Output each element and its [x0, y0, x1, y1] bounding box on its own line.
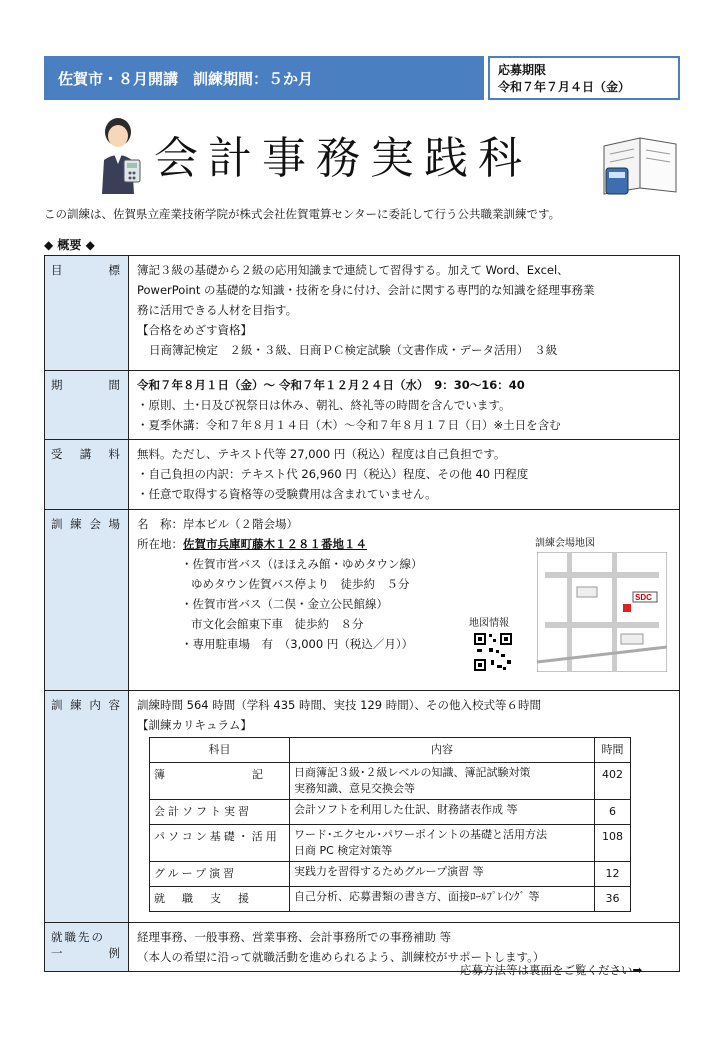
curriculum-content: 日商簿記３級･２級レベルの知識、簿記試験対策 実務知識、意見交換会等	[290, 763, 595, 800]
goal-label-char: 目	[51, 263, 65, 277]
venue-content	[129, 510, 680, 691]
qualification-heading: 【合格をめざす資格】	[137, 323, 252, 337]
course-info-text: 佐賀市・８月開講 訓練期間：５か月	[58, 69, 314, 88]
curriculum-subject: 就 職 支 援	[150, 887, 290, 912]
map-mark: SDC	[635, 593, 652, 602]
parking-info: ・専用駐車場 有 （3,000 円（税込／月））	[181, 637, 414, 651]
goal-label	[45, 256, 129, 371]
curriculum-hours: 36	[595, 887, 631, 912]
content-content	[129, 691, 680, 923]
deadline-box	[488, 56, 680, 100]
goal-line: PowerPoint の基礎的な知識・技術を身に付け、会計に関する専門的な知識を経理事務業	[137, 283, 595, 297]
venue-label-char: 練	[70, 517, 84, 531]
qr-code-icon[interactable]	[473, 632, 513, 672]
fee-line: 無料。ただし、テキスト代等 27,000 円（税込）程度は自己負担です。	[137, 447, 506, 461]
overview-heading: ◆ 概要 ◆	[44, 238, 95, 252]
goal-line: 簿記３級の基礎から２級の応用知識まで連続して習得する。加えて Word、Excel、	[137, 263, 569, 277]
curriculum-heading: 【訓練カリキュラム】	[137, 718, 252, 732]
venue-label-char: 会	[89, 517, 103, 531]
period-dates: 令和７年８月１日（金）～ 令和７年１２月２４日（水） 9：30～16：40	[137, 378, 525, 392]
qualification-text: 日商簿記検定 ２級・３級、日商ＰＣ検定試験（文書作成・データ活用） ３級	[149, 343, 558, 357]
footer-note: 応募方法等は裏面をご覧ください➡	[460, 963, 643, 977]
venue-label	[45, 510, 129, 691]
curriculum-header: 科目	[150, 738, 290, 763]
curriculum-subject: パソコン基礎・活用	[150, 825, 290, 862]
fee-content	[129, 440, 680, 510]
fee-label	[45, 440, 129, 510]
curriculum-hours: 402	[595, 763, 631, 800]
curriculum-row	[150, 862, 631, 887]
training-hours: 訓練時間 564 時間（学科 435 時間、実技 129 時間）、その他入校式等６時間	[137, 698, 542, 712]
venue-row	[45, 510, 680, 691]
fee-label-char: 料	[108, 447, 122, 461]
fee-line: ・自己負担の内訳：テキスト代 26,960 円（税込）程度、その他 40 円程度	[137, 467, 529, 481]
jobs-line: 経理事務、一般事務、営業事務、会計事務所での事務補助 等	[137, 930, 452, 944]
curriculum-subject: 簿 記	[150, 763, 290, 800]
address-label: 所在地：	[137, 537, 183, 551]
fee-line: ・任意で取得する資格等の受験費用は含まれていません。	[137, 487, 437, 501]
curriculum-content: ワード･エクセル･パワーポイントの基礎と活用方法 日商 PC 検定対策等	[290, 825, 595, 862]
period-label	[45, 371, 129, 440]
goal-line: 務に活用できる人材を目指す。	[137, 303, 298, 317]
content-label-char: 練	[70, 698, 84, 712]
venue-name: 名 称：岸本ビル（２階会場）	[137, 517, 298, 531]
venue-address: 佐賀市兵庫町藤木１２８１番地１４	[183, 537, 367, 551]
title-row	[44, 112, 680, 200]
curriculum-subject: 会計ソフト実習	[150, 800, 290, 825]
venue-map-image	[537, 552, 667, 672]
intro-text: この訓練は、佐賀県立産業技術学院が株式会社佐賀電算センターに委託して行う公共職業訓練です。	[44, 207, 561, 221]
curriculum-header: 時間	[595, 738, 631, 763]
curriculum-table	[149, 737, 631, 912]
bus-stop-1: ゆめタウン佐賀バス停より 徒歩約 ５分	[191, 577, 410, 591]
content-label-char: 内	[89, 698, 103, 712]
curriculum-content: 会計ソフトを利用した仕訳、財務諸表作成 等	[290, 800, 595, 825]
venue-label-char: 場	[108, 517, 122, 531]
period-label-char: 間	[108, 378, 122, 392]
curriculum-hours: 12	[595, 862, 631, 887]
deadline-date: 令和７年７月４日（金）	[498, 80, 631, 94]
fee-label-char: 受	[51, 447, 65, 461]
jobs-line: （本人の希望に沿って就職活動を進められるよう、訓練校がサポートします。）	[137, 950, 545, 964]
curriculum-header: 内容	[290, 738, 595, 763]
period-row	[45, 371, 680, 440]
period-note: ・原則、土･日及び祝祭日は休み、朝礼、終礼等の時間を含んでいます。	[137, 398, 511, 412]
curriculum-row	[150, 887, 631, 912]
jobs-label-char: 例	[108, 946, 122, 960]
curriculum-subject: グループ演習	[150, 862, 290, 887]
curriculum-content: 自己分析、応募書類の書き方、面接ﾛｰﾙﾌﾟﾚｲﾝｸﾞ 等	[290, 887, 595, 912]
content-label-char: 容	[108, 698, 122, 712]
accountant-person-icon	[90, 116, 150, 196]
fee-label-char: 講	[79, 447, 94, 461]
qr-caption: 地図情報	[469, 618, 509, 629]
content-label	[45, 691, 129, 923]
goal-label-char: 標	[108, 263, 122, 277]
overview-table	[44, 255, 680, 972]
jobs-label-char: 一	[51, 946, 65, 960]
bus-route-2: ・佐賀市営バス（二俣・金立公民館線）	[181, 597, 388, 611]
deadline-label: 応募期限	[498, 63, 547, 77]
page-title: 会計事務実践科	[154, 133, 532, 184]
fee-row	[45, 440, 680, 510]
content-label-char: 訓	[51, 698, 65, 712]
curriculum-header-row	[150, 738, 631, 763]
period-content	[129, 371, 680, 440]
bus-route-1: ・佐賀市営バス（ほほえみ館・ゆめタウン線）	[181, 557, 423, 571]
jobs-label-line1: 就職先の	[51, 930, 105, 944]
map-caption: 訓練会場地図	[535, 538, 595, 549]
curriculum-row	[150, 825, 631, 862]
jobs-label	[45, 923, 129, 972]
curriculum-content: 実践力を習得するためグループ演習 等	[290, 862, 595, 887]
goal-content	[129, 256, 680, 371]
curriculum-row	[150, 800, 631, 825]
course-info-banner	[44, 56, 484, 100]
venue-label-char: 訓	[51, 517, 65, 531]
curriculum-row	[150, 763, 631, 800]
curriculum-hours: 6	[595, 800, 631, 825]
ledger-book-icon	[600, 132, 680, 196]
bus-stop-2: 市文化会館東下車 徒歩約 ８分	[191, 617, 364, 631]
content-row	[45, 691, 680, 923]
curriculum-hours: 108	[595, 825, 631, 862]
goal-row	[45, 256, 680, 371]
period-note: ・夏季休講：令和７年８月１４日（木）～令和７年８月１７日（日）※土日を含む	[137, 418, 561, 432]
period-label-char: 期	[51, 378, 65, 392]
